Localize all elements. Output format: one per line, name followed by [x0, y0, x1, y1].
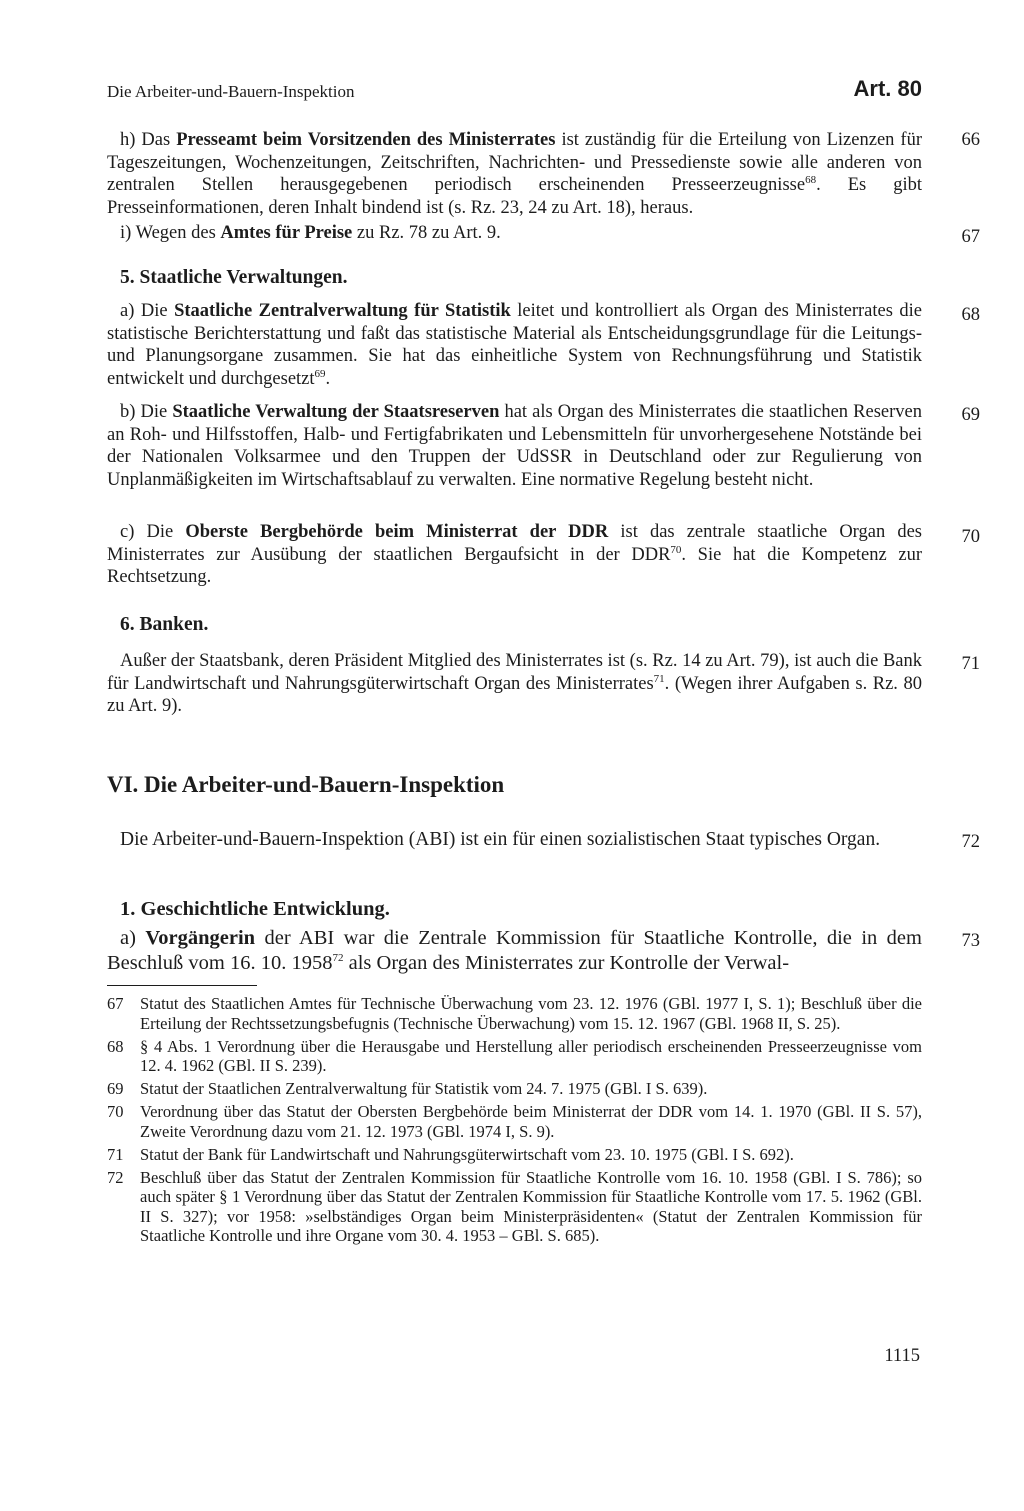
- footnote-ref-70: 70: [670, 543, 682, 556]
- margin-number-68: 68: [961, 305, 980, 325]
- paragraph-text: ist zuständig für die Erteilung von Lizenzen für Tageszeitungen, Wochenzeitungen, Zeitschriften, Nachrichten- und Pressedienste sowie alle anderen von zentralen Stellen herausgegebenen periodisch erscheinenden Presseerzeugnisse: [107, 130, 922, 195]
- paragraph-lead: a): [120, 927, 146, 949]
- footnote-ref-72: 72: [332, 952, 344, 965]
- margin-number-69: 69: [961, 405, 980, 425]
- footnote-number: 70: [107, 1102, 124, 1121]
- footnote-text: Statut des Staatlichen Amtes für Technische Überwachung vom 23. 12. 1976 (GBl. 1977 I, S. 1); Beschluß über die Erteilung der Rechtssetzungsbefugnis (Technische Überwachung) vom 15. 12. 1967 (GBl. 1968 II, S. 25).: [140, 994, 922, 1033]
- paragraph-text: der ABI war die Zentrale Kommission für Staatliche Kontrolle, die in dem Beschluß vom 16. 10. 1958: [107, 927, 922, 974]
- paragraph-tail: . Es gibt Presseinformationen, deren Inhalt bindend ist (s. Rz. 23, 24 zu Art. 18), heraus.: [107, 175, 922, 218]
- section-title: 6. Banken.: [120, 614, 209, 635]
- paragraph-lead: i) Wegen des: [120, 223, 221, 243]
- running-head: [107, 76, 922, 106]
- running-title: Die Arbeiter-und-Bauern-Inspektion: [107, 82, 355, 101]
- page-number: 1115: [884, 1346, 920, 1366]
- paragraph-67: [107, 222, 922, 245]
- footnote-text: Verordnung über das Statut der Obersten Bergbehörde beim Ministerrat der DDR vom 14. 1. 1970 (GBl. II S. 57), Zweite Verordnung dazu vom 21. 12. 1973 (GBl. 1974 I, S. 9).: [140, 1102, 922, 1141]
- paragraph-text: hat als Organ des Ministerrates die staatlichen Reserven an Roh- und Hilfsstoffen, Halb- und Fertigfabrikaten und Lebensmitteln für unvorhergesehene Notstände bei der Nationalen Volksarmee und den Truppen der UdSSR in Deutschland oder zur Regulierung von Unplanmäßigkeiten im Wirtschaftsablauf zu verwalten. Eine normative Regelung besteht nicht.: [107, 402, 922, 490]
- paragraph-68: [107, 300, 922, 390]
- paragraph-keyword: Staatliche Zentralverwaltung für Statistik: [174, 301, 511, 321]
- paragraph-71: [107, 650, 922, 718]
- section-title: 1. Geschichtliche Entwicklung.: [120, 898, 390, 920]
- paragraph-73: [107, 926, 922, 976]
- footnote-69: [107, 1079, 922, 1099]
- paragraph-keyword: Vorgängerin: [145, 927, 256, 949]
- paragraph-keyword: Presseamt beim Vorsitzenden des Ministerrates: [176, 130, 556, 150]
- paragraph-66: [107, 129, 922, 219]
- footnote-ref-68: 68: [805, 173, 817, 186]
- chapter-heading: [107, 771, 922, 799]
- footnote-70: [107, 1102, 922, 1141]
- article-number: Art. 80: [853, 76, 922, 101]
- paragraph-lead: b) Die: [120, 402, 173, 422]
- paragraph-keyword: Staatliche Verwaltung der Staatsreserven: [172, 402, 500, 422]
- paragraph-tail: . Sie hat die Kompetenz zur Rechtsetzung.: [107, 544, 922, 587]
- footnote-text: Statut der Bank für Landwirtschaft und Nahrungsgüterwirtschaft vom 23. 10. 1975 (GBl. I S. 692).: [140, 1144, 794, 1164]
- paragraph-keyword: Oberste Bergbehörde beim Ministerrat der DDR: [185, 522, 609, 542]
- footnote-number: 68: [107, 1036, 124, 1056]
- footnote-separator: [107, 985, 257, 986]
- margin-number-70: 70: [961, 527, 980, 547]
- margin-number-73: 73: [961, 931, 980, 951]
- footnote-text: Statut der Staatlichen Zentralverwaltung für Statistik vom 24. 7. 1975 (GBl. I S. 639).: [140, 1079, 708, 1098]
- footnote-ref-69: 69: [314, 367, 326, 380]
- paragraph-text: Die Arbeiter-und-Bauern-Inspektion (ABI) ist ein für einen sozialistischen Staat typisches Organ.: [120, 829, 881, 850]
- footnotes: [107, 994, 922, 1249]
- section-heading-1: [107, 897, 922, 921]
- paragraph-70: [107, 521, 922, 589]
- footnote-67: [107, 994, 922, 1033]
- paragraph-text: zu Rz. 78 zu Art. 9.: [352, 223, 501, 243]
- paragraph-text: leitet und kontrolliert als Organ des Ministerrates die statistische Berichterstattung und faßt das statistische Material als Entscheidungsgrundlage für die Leitungs- und Planungsorgane zusammen. Sie hat das einheitliche System von Rechnungsführung und Statistik entwickelt und durchgesetzt: [107, 301, 922, 389]
- footnote-68: [107, 1037, 922, 1076]
- paragraph-lead: c) Die: [120, 522, 186, 542]
- paragraph-lead: a) Die: [120, 301, 175, 321]
- paragraph-text: Außer der Staatsbank, deren Präsident Mitglied des Ministerrates ist (s. Rz. 14 zu Art. 79), ist auch die Bank für Landwirtschaft und Nahrungsgüterwirtschaft Organ des Ministerrates: [107, 651, 923, 694]
- footnote-number: 69: [107, 1079, 124, 1098]
- footnote-text: Beschluß über das Statut der Zentralen Kommission für Staatliche Kontrolle vom 16. 10. 1958 (GBl. I S. 786); so auch später § 1 Verordnung über das Statut der Zentralen Kommission für Staatliche Kontrolle vom 17. 5. 1962 (GBl. II S. 327); vor 1958: »selbständiges Organ beim Ministerpräsidenten« (Statut der Zentralen Kommission für Staatliche Kontrolle und ihre Organe vom 30. 4. 1953 – GBl. S. 685).: [140, 1167, 922, 1245]
- paragraph-lead: h) Das: [120, 130, 177, 150]
- footnote-ref-71: 71: [653, 672, 665, 685]
- margin-number-72: 72: [961, 832, 980, 852]
- footnote-number: 71: [107, 1144, 124, 1164]
- footnote-71: [107, 1145, 922, 1165]
- footnote-number: 72: [107, 1167, 124, 1187]
- paragraph-72: [107, 828, 922, 852]
- footnote-72: [107, 1168, 922, 1246]
- section-heading-6: [107, 613, 922, 637]
- paragraph-69: [107, 401, 922, 491]
- footnote-text: § 4 Abs. 1 Verordnung über die Herausgabe und Herstellung aller periodisch erscheinenden Presseerzeugnisse vom 12. 4. 1962 (GBl. II S. 239).: [140, 1036, 922, 1075]
- chapter-title: VI. Die Arbeiter-und-Bauern-Inspektion: [107, 772, 505, 797]
- margin-number-66: 66: [961, 130, 980, 150]
- paragraph-tail: als Organ des Ministerrates zur Kontrolle der Verwal-: [343, 952, 790, 974]
- paragraph-text: ist das zentrale staatliche Organ des Ministerrates zur Ausübung der staatlichen Bergaufsicht in der DDR: [107, 522, 922, 565]
- section-heading-5: [107, 266, 922, 290]
- paragraph-tail: . (Wegen ihrer Aufgaben s. Rz. 80 zu Art. 9).: [107, 673, 922, 716]
- margin-number-67: 67: [961, 227, 980, 247]
- paragraph-keyword: Amtes für Preise: [220, 223, 353, 243]
- margin-number-71: 71: [961, 654, 980, 674]
- section-title: 5. Staatliche Verwaltungen.: [120, 267, 348, 288]
- footnote-number: 67: [107, 994, 124, 1013]
- paragraph-tail: .: [325, 368, 331, 389]
